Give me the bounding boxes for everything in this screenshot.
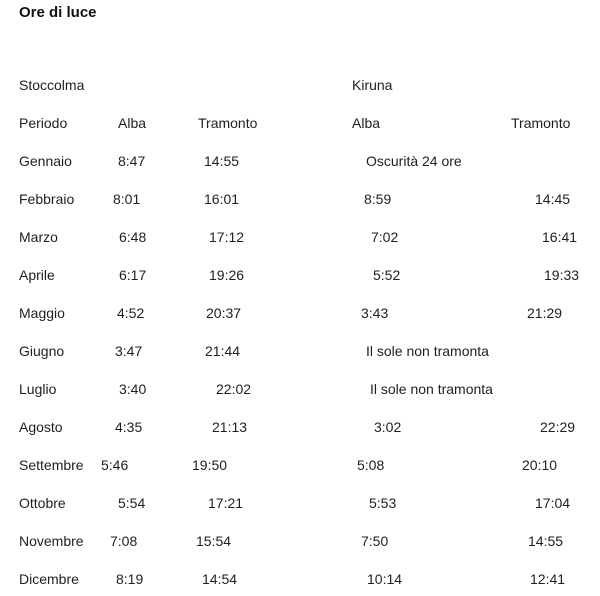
cell-sunrise-stockholm: 8:19: [116, 571, 144, 587]
cell-sunset-kiruna: 12:41: [530, 571, 566, 587]
cell-sunrise-kiruna: Il sole non tramonta: [370, 381, 493, 397]
city-label-kiruna: Kiruna: [352, 77, 393, 93]
cell-sunrise-stockholm: 8:01: [113, 191, 141, 207]
cell-sunrise-stockholm: 3:47: [115, 343, 143, 359]
cell-sunrise-kiruna: 5:08: [357, 457, 385, 473]
cell-sunrise-kiruna: 8:59: [364, 191, 392, 207]
cell-sunset-kiruna: 14:45: [535, 191, 571, 207]
cell-sunset-stockholm: 19:26: [209, 267, 245, 283]
header-sunrise-kiruna: Alba: [352, 115, 381, 131]
cell-sunrise-stockholm: 3:40: [119, 381, 147, 397]
cell-sunrise-stockholm: 4:52: [117, 305, 145, 321]
cell-sunrise-kiruna: 3:43: [361, 305, 389, 321]
cell-sunset-stockholm: 17:21: [208, 495, 244, 511]
cell-sunrise-kiruna: 5:52: [373, 267, 401, 283]
cell-month: Maggio: [19, 305, 65, 321]
cell-month: Giugno: [19, 343, 65, 359]
cell-month: Novembre: [19, 533, 84, 549]
cell-month: Marzo: [19, 229, 58, 245]
cell-sunset-kiruna: 17:04: [535, 495, 571, 511]
cell-sunset-kiruna: 14:55: [528, 533, 564, 549]
cell-sunrise-stockholm: 5:46: [101, 457, 129, 473]
cell-sunrise-kiruna: 7:02: [371, 229, 399, 245]
cell-sunrise-kiruna: 3:02: [374, 419, 402, 435]
header-sunset-kiruna: Tramonto: [511, 115, 571, 131]
cell-month: Aprile: [19, 267, 55, 283]
cell-sunset-stockholm: 14:54: [202, 571, 238, 587]
city-label-stockholm: Stoccolma: [19, 77, 85, 93]
cell-month: Febbraio: [19, 191, 75, 207]
cell-month: Settembre: [19, 457, 84, 473]
cell-sunrise-stockholm: 4:35: [115, 419, 143, 435]
cell-sunset-stockholm: 16:01: [204, 191, 240, 207]
cell-sunset-stockholm: 21:13: [212, 419, 248, 435]
cell-sunrise-kiruna: 5:53: [369, 495, 397, 511]
cell-sunrise-stockholm: 6:48: [119, 229, 147, 245]
cell-sunset-kiruna: 19:33: [544, 267, 580, 283]
cell-sunset-stockholm: 20:37: [206, 305, 242, 321]
cell-month: Luglio: [19, 381, 57, 397]
header-period: Periodo: [19, 115, 68, 131]
cell-month: Ottobre: [19, 495, 66, 511]
cell-sunset-stockholm: 15:54: [196, 533, 232, 549]
cell-month: Dicembre: [19, 571, 79, 587]
cell-sunrise-kiruna: Il sole non tramonta: [366, 343, 489, 359]
cell-sunset-stockholm: 19:50: [192, 457, 228, 473]
cell-sunset-stockholm: 14:55: [204, 153, 240, 169]
cell-sunrise-stockholm: 7:08: [110, 533, 138, 549]
cell-sunrise-kiruna: 7:50: [361, 533, 389, 549]
cell-sunrise-kiruna: Oscurità 24 ore: [366, 153, 462, 169]
cell-sunrise-stockholm: 8:47: [118, 153, 146, 169]
cell-sunset-stockholm: 17:12: [209, 229, 245, 245]
cell-sunrise-stockholm: 6:17: [119, 267, 147, 283]
header-sunrise-stockholm: Alba: [118, 115, 147, 131]
cell-sunset-stockholm: 21:44: [205, 343, 241, 359]
cell-sunset-kiruna: 16:41: [542, 229, 578, 245]
cell-sunset-kiruna: 22:29: [540, 419, 576, 435]
cell-sunrise-kiruna: 10:14: [367, 571, 403, 587]
cell-sunset-kiruna: 20:10: [522, 457, 558, 473]
header-sunset-stockholm: Tramonto: [198, 115, 258, 131]
cell-sunset-stockholm: 22:02: [216, 381, 252, 397]
cell-month: Agosto: [19, 419, 63, 435]
cell-month: Gennaio: [19, 153, 72, 169]
cell-sunset-kiruna: 21:29: [527, 305, 563, 321]
cell-sunrise-stockholm: 5:54: [118, 495, 146, 511]
page-title: Ore di luce: [19, 4, 97, 21]
